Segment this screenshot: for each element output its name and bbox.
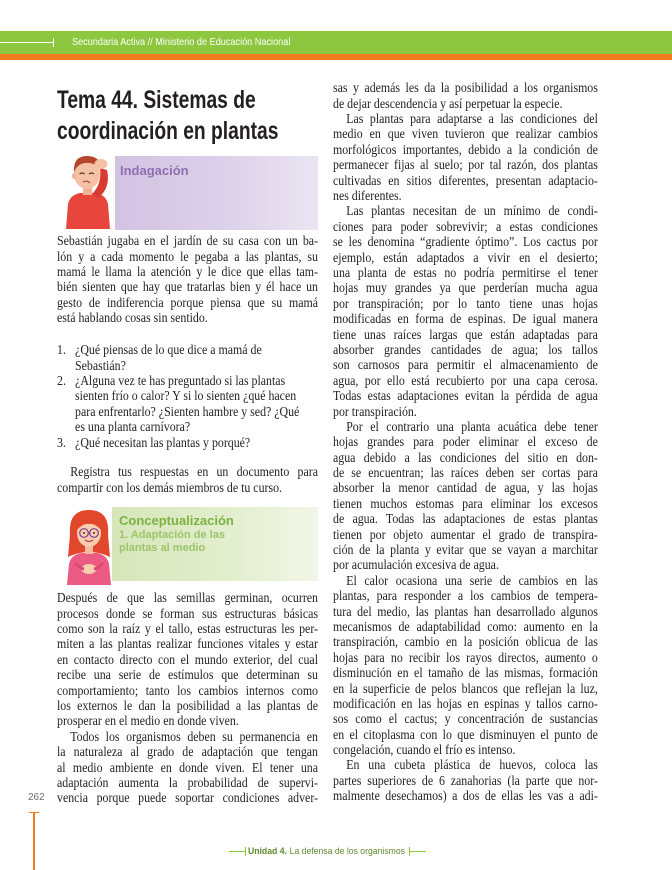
text-line: modificación en las hojas en espinas y tallos carno- [333,695,598,711]
text-line: la naturaleza al grado de adaptación que tengan [57,744,319,760]
text-line: miten a las plantas realizar funciones vitales y estar [57,636,319,652]
text-line: mecanismos de adaptabilidad como: aumento en la [333,618,598,634]
text-line: agua, por ello está recubierto por una capa cerosa. [333,372,598,388]
text-line: sos como el cactus; y concentración de sustancias [333,711,598,727]
conceptualizacion-label: Conceptualización [119,513,234,528]
page-number: 262 [28,792,45,803]
text-line: ción de la planta y evitar que se vayan a marchitar [333,542,598,558]
text-line: absorber grandes cantidades de agua; los tallos [333,341,598,357]
question-line: para enfrentarlo? ¿Sienten hambre y sed? ¿Qué [75,403,300,419]
right-column-body [333,80,598,803]
text-line: congelación, cuando el frío es intenso. [333,742,516,758]
text-line: Por el contrario una planta acuática debe tener [346,418,598,434]
text-line: malmente desechamos) a dos de ellas les vas a adi- [333,788,598,804]
header-rule-tick [53,38,54,47]
text-line: morfológicos importantes, debido a la condición de [333,141,598,157]
text-line: hojas muy grandes ya que perderían mucha agua [333,280,598,296]
text-line: tura del medio, las plantas han desarrollado algunos [333,603,598,619]
text-line: transpiración, cambio en la posición oblicua de las [333,634,598,650]
question-number: 3. [57,434,66,450]
topic-title: Tema 44. Sistemas de coordinación en plantas [57,85,279,145]
question-line: sienten frío o calor? Y si lo sienten ¿qué hacen [75,388,297,404]
text-line: está hablando cosas sin sentido. [57,310,208,326]
text-line: lón y a cada momento le pegaba a las plantas, su [57,248,319,264]
text-line: son carnosos para permitir el almacenamiento de [333,357,598,373]
text-line: tienen muchos estomas para eliminar los excesos [333,495,598,511]
instruction-paragraph [57,464,318,495]
subtitle-line: plantas al medio [119,541,206,554]
text-line: El calor ocasiona una serie de cambios en las [346,572,598,588]
text-line: prosperar en el medio en donde viven. [57,713,239,729]
text-line: hojas para no recibir los rayos directos, aumento o [333,649,598,665]
conceptualizacion-subtitle [119,529,225,555]
header-accent-stripe [0,54,672,60]
girl-with-glasses-icon [59,503,119,585]
text-line: en la superficie de pelos blancos que reflejan la luz, [333,680,598,696]
question-item [57,373,318,435]
footer-unit [248,845,405,859]
thinking-boy-icon [56,147,120,229]
text-line: procesos donde se forman sus estructuras básicas [57,605,319,621]
text-line: los externos le dan la posibilidad a las plantas de [57,698,319,714]
text-line: permanecer fijas al suelo; por tal razón, dos plantas [333,157,598,173]
text-line: disminución en el tamaño de las mismas, formación [333,665,598,681]
text-line: cultivadas en sitios diferentes, presentan adaptacio- [333,172,598,188]
text-line: absorber la menor cantidad de agua, y las hojas [333,480,598,496]
text-line: por transpiración; por lo tanto tiene unas hojas [333,295,598,311]
text-line: medio en que viven tuvieron que realizar cambios [333,126,598,142]
page-margin-rule-tick [29,812,39,813]
question-line: es una planta carnívora? [75,419,191,435]
footer-rule-left [229,851,245,852]
text-line: En una cubeta plástica de huevos, coloca las [346,757,598,773]
text-line: sas y además les da la posibilidad a los organismos [333,80,598,96]
question-list [57,342,318,450]
text-line: ciones para poder sobrevivir; a estas condiciones [333,218,598,234]
subtitle-line: 1. Adaptación de las [119,528,225,541]
text-line: al medio ambiente en donde viven. El tener una [57,759,319,775]
series-title: Secundaria Activa // Ministerio de Educación Nacional [72,35,291,48]
text-line: Todas estas adaptaciones evitan la pérdida de agua [333,388,598,404]
text-line: recibe una serie de estímulos que determinan su [57,667,319,683]
text-line: por acumulación excesiva de agua. [333,557,499,573]
text-line: se les denomina “gradiente óptimo”. Los cactus por [333,234,598,250]
text-line: compartir con los demás miembros de tu curso. [57,479,283,495]
text-line: Sebastián jugaba en el jardín de su casa con un ba- [57,233,319,249]
text-line: Después de que las semillas germinan, ocurren [57,590,319,606]
text-line: de agua. Todas las adaptaciones de estas plantas [333,511,598,527]
text-line: nes diferentes. [333,188,402,204]
text-line: partes superiores de 6 zanahorias (la parte que nor- [333,772,598,788]
page-margin-rule [33,812,35,870]
unit-label: Unidad 4. [248,845,287,857]
text-line: una planta de estas no podría permitirse el tener [333,264,598,280]
text-line: modificadas en forma de espinas. De igual manera [333,311,598,327]
text-line: Todos los organismos deben su permanencia en [70,728,319,744]
unit-title: La defensa de los organismos [289,845,405,857]
text-line: Registra tus respuestas en un documento para [70,464,319,480]
text-line: comportamiento; tanto los cambios internos como [57,682,319,698]
text-line: mamá le llama la atención y le dice que ellas tam- [57,264,319,280]
question-line: Sebastián? [75,357,126,373]
text-line: agua debido a las condiciones del sitio en don- [333,449,598,465]
question-line: ¿Qué piensas de lo que dice a mamá de [75,342,262,358]
text-line: tienen por objeto aumentar el grado de transpira- [333,526,598,542]
text-line: como son la raíz y el tallo, estas estructuras les per- [57,621,319,637]
text-line: por transpiración. [333,403,417,419]
question-item [57,435,318,450]
text-line: adaptación aumenta la probabilidad de supervi- [57,774,319,790]
text-line: ejemplo, están adaptados a vivir en el desierto; [333,249,598,265]
question-line: ¿Alguna vez te has preguntado si las plantas [75,373,286,389]
text-line: en contacto directo con el mundo exterior, del cual [57,651,319,667]
text-line: hojas grandes para poder eliminar el exceso de [333,434,598,450]
left-column-body [57,590,318,805]
indagacion-label: Indagación [120,163,189,178]
text-line: Las plantas necesitan de un mínimo de condi- [346,203,598,219]
footer-rule-right [409,851,426,852]
question-line: ¿Qué necesitan las plantas y porqué? [75,434,251,450]
text-line: gesto de indiferencia porque piensa que su mamá [57,294,319,310]
question-item [57,342,318,373]
text-line: tiene unas raíces largas que están adaptadas para [333,326,598,342]
text-line: Las plantas para adaptarse a las condiciones del [346,111,598,127]
text-line: vencia porque puede soportar condiciones adver- [57,790,319,806]
header-rule [0,42,53,43]
story-paragraph [57,233,318,325]
text-line: de se encuentran; las raíces deben ser cortas para [333,465,598,481]
footer-tick-left [245,847,246,856]
text-line: en el citoplasma con lo que disminuyen el punto de [333,726,598,742]
text-line: plantas, para responder a los cambios de tempera- [333,588,598,604]
text-line: bién sienten que hay que tratarlas bien y él hace un [57,279,319,295]
question-number: 2. [57,373,66,389]
text-line: de dejar descendencia y así perpetuar la especie. [333,95,563,111]
question-number: 1. [57,342,66,358]
